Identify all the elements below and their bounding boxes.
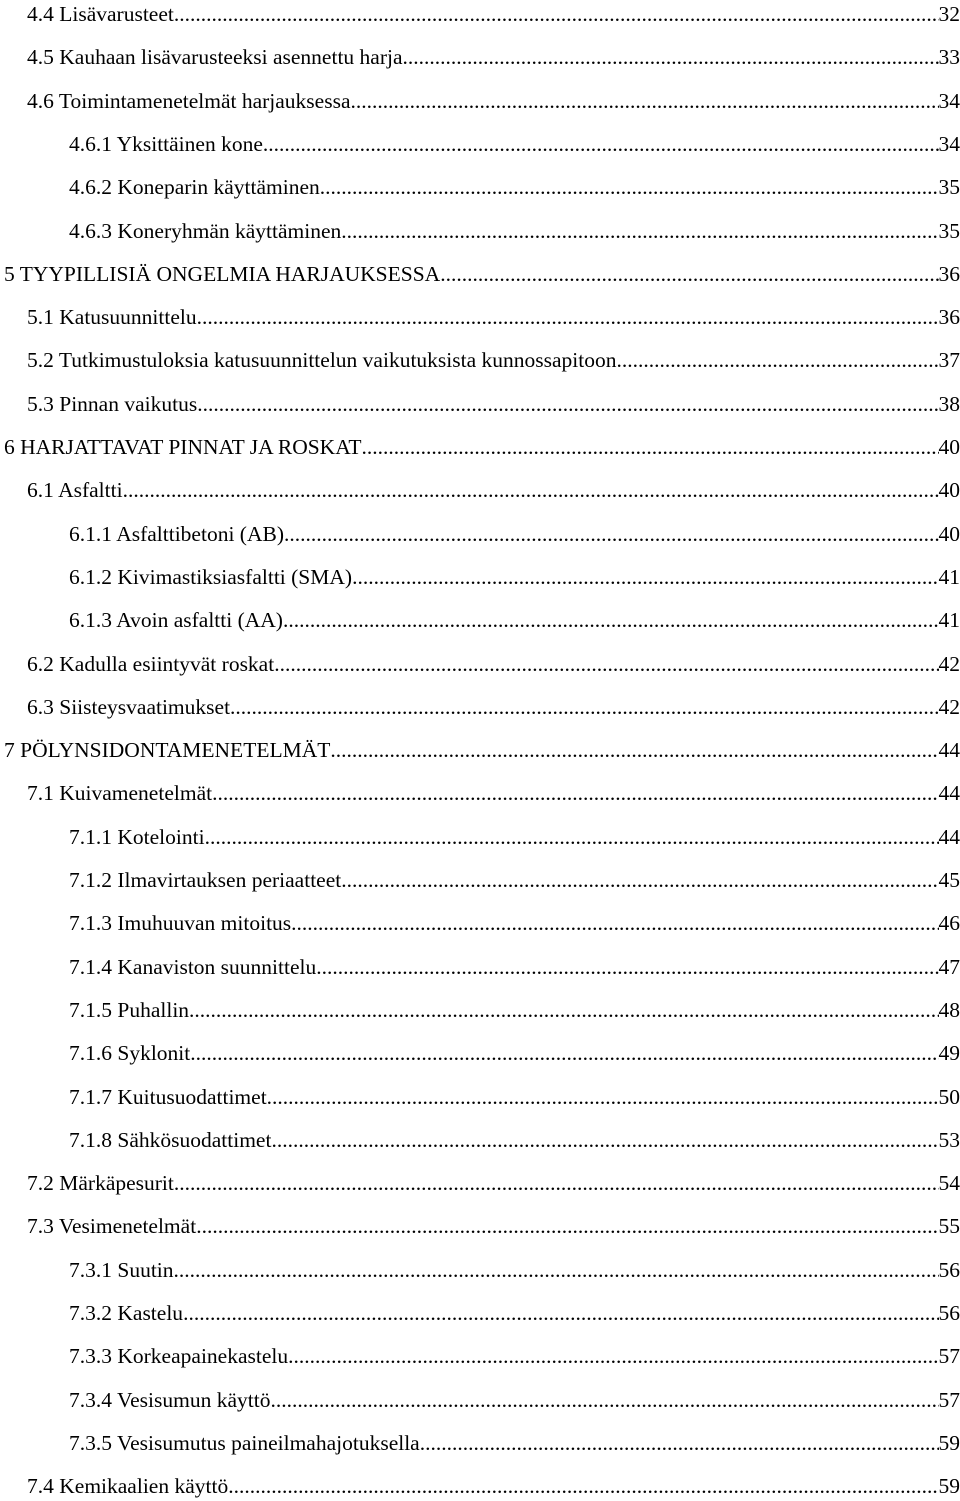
toc-entry[interactable] [0, 302, 960, 332]
toc-entry-title: 7.1.4 Kanaviston suunnittelu [69, 954, 317, 979]
dot-leader [263, 129, 939, 159]
dot-leader [205, 822, 939, 852]
dot-leader [174, 1168, 939, 1198]
toc-entry-page-number: 41 [938, 608, 960, 633]
toc-entry-title: 7.3.1 Suutin [69, 1257, 174, 1282]
dot-leader [351, 86, 939, 116]
toc-entry[interactable] [0, 1038, 960, 1068]
toc-entry[interactable] [0, 42, 960, 72]
toc-entry[interactable] [0, 1211, 960, 1241]
toc-entry-page-number: 40 [938, 435, 960, 459]
toc-entry[interactable] [0, 475, 960, 505]
toc-entry-title: 7.3.3 Korkeapainekastelu [69, 1344, 289, 1369]
dot-leader [230, 692, 938, 722]
toc-entry[interactable] [0, 216, 960, 246]
dot-leader [403, 42, 939, 72]
toc-entry-page-number: 35 [938, 218, 960, 243]
toc-entry[interactable] [0, 562, 960, 592]
toc-entry[interactable] [0, 519, 960, 549]
toc-entry[interactable] [0, 1341, 960, 1371]
toc-entry-page-number: 55 [938, 1214, 960, 1239]
toc-entry-page-number: 42 [938, 651, 960, 676]
toc-entry-page-number: 46 [938, 911, 960, 936]
toc-entry-title: 5.2 Tutkimustuloksia katusuunnittelun vaikutuksista kunnossapitoon [27, 348, 617, 373]
dot-leader [320, 172, 939, 202]
toc-entry-title: 7.1 Kuivamenetelmät [27, 781, 213, 806]
dot-leader [174, 0, 939, 29]
toc-entry-page-number: 47 [938, 954, 960, 979]
toc-entry-title: 7 PÖLYNSIDONTAMENETELMÄT [4, 738, 331, 763]
toc-entry-title: 7.3.4 Vesisumun käyttö [69, 1387, 271, 1412]
toc-entry-page-number: 59 [938, 1474, 960, 1499]
toc-entry[interactable] [0, 735, 960, 765]
toc-entry-title: 4.6.3 Koneryhmän käyttäminen [69, 218, 342, 243]
toc-entry-title: 7.4 Kemikaalien käyttö [27, 1474, 229, 1499]
dot-leader [617, 345, 939, 375]
dot-leader [288, 1341, 938, 1371]
toc-entry-page-number: 34 [938, 131, 960, 156]
toc-entry-title: 4.6.2 Koneparin käyttäminen [69, 175, 320, 200]
toc-entry[interactable] [0, 952, 960, 982]
toc-entry[interactable] [0, 172, 960, 202]
toc-entry[interactable] [0, 0, 960, 29]
toc-entry-title: 7.3 Vesimenetelmät [27, 1214, 197, 1239]
dot-leader [197, 389, 938, 419]
toc-entry-title: 6.1.2 Kivimastiksiasfaltti (SMA) [69, 564, 353, 589]
toc-entry-title: 7.1.1 Kotelointi [69, 824, 205, 849]
toc-entry-page-number: 40 [938, 521, 960, 546]
dot-leader [274, 649, 938, 679]
toc-entry[interactable] [0, 1471, 960, 1501]
toc-entry-page-number: 36 [938, 305, 960, 330]
toc-entry-title: 6.1.1 Asfalttibetoni (AB) [69, 521, 284, 546]
dot-leader [197, 302, 939, 332]
toc-entry-title: 6.2 Kadulla esiintyvät roskat [27, 651, 275, 676]
toc-entry-page-number: 56 [938, 1301, 960, 1325]
toc-entry-page-number: 53 [938, 1127, 960, 1152]
toc-entry-title: 7.2 Märkäpesurit [27, 1171, 174, 1196]
toc-entry-page-number: 48 [938, 997, 960, 1022]
dot-leader [174, 1255, 939, 1285]
toc-entry-title: 4.4 Lisävarusteet [27, 2, 174, 26]
dot-leader [283, 605, 939, 635]
toc-entry-title: 7.1.3 Imuhuuvan mitoitus [69, 911, 292, 936]
dot-leader [316, 952, 938, 982]
toc-entry[interactable] [0, 1082, 960, 1112]
toc-entry-page-number: 33 [938, 45, 960, 70]
toc-entry[interactable] [0, 389, 960, 419]
toc-entry-title: 5 TYYPILLISIÄ ONGELMIA HARJAUKSESSA [4, 261, 441, 286]
dot-leader [352, 562, 938, 592]
dot-leader [270, 1385, 938, 1415]
toc-entry[interactable] [0, 259, 960, 289]
toc-entry-page-number: 32 [938, 2, 960, 26]
toc-entry-title: 7.1.8 Sähkösuodattimet [69, 1127, 272, 1152]
toc-entry-title: 5.3 Pinnan vaikutus [27, 391, 198, 416]
toc-entry[interactable] [0, 778, 960, 808]
dot-leader [271, 1125, 938, 1155]
dot-leader [420, 1428, 939, 1458]
toc-entry-page-number: 54 [938, 1171, 960, 1196]
toc-entry-page-number: 56 [938, 1257, 960, 1282]
toc-entry-page-number: 50 [938, 1084, 960, 1109]
toc-entry-page-number: 57 [938, 1387, 960, 1412]
toc-entry-page-number: 45 [938, 868, 960, 892]
dot-leader [362, 432, 939, 462]
toc-entry-page-number: 35 [938, 175, 960, 200]
toc-entry-title: 7.3.5 Vesisumutus paineilmahajotuksella [69, 1430, 420, 1455]
dot-leader [196, 1211, 938, 1241]
toc-entry[interactable] [0, 865, 960, 895]
toc-entry-page-number: 44 [938, 824, 960, 849]
toc-entry-title: 4.6 Toimintamenetelmät harjauksessa [27, 88, 351, 113]
toc-entry-page-number: 38 [938, 391, 960, 416]
toc-entry-page-number: 59 [938, 1430, 960, 1455]
toc-entry-page-number: 34 [938, 88, 960, 113]
toc-entry[interactable] [0, 1428, 960, 1458]
toc-entry-page-number: 42 [938, 694, 960, 719]
toc-entry-title: 4.6.1 Yksittäinen kone [69, 131, 263, 156]
toc-entry[interactable] [0, 822, 960, 852]
toc-entry[interactable] [0, 1168, 960, 1198]
toc-entry-title: 7.1.5 Puhallin [69, 997, 190, 1022]
dot-leader [267, 1082, 939, 1112]
toc-entry[interactable] [0, 1298, 960, 1328]
toc-entry-title: 7.1.2 Ilmavirtauksen periaatteet [69, 868, 342, 892]
toc-entry-title: 5.1 Katusuunnittelu [27, 305, 197, 330]
toc-entry[interactable] [0, 605, 960, 635]
toc-entry-page-number: 49 [938, 1041, 960, 1066]
toc-entry[interactable] [0, 1255, 960, 1285]
toc-entry-page-number: 44 [938, 781, 960, 806]
toc-entry[interactable] [0, 86, 960, 116]
toc-entry-title: 6.1 Asfaltti [27, 478, 123, 503]
dot-leader [291, 908, 938, 938]
dot-leader [440, 259, 938, 289]
dot-leader [341, 216, 938, 246]
dot-leader [341, 865, 938, 895]
toc-entry[interactable] [0, 995, 960, 1025]
toc-entry[interactable] [0, 649, 960, 679]
toc-entry-page-number: 40 [938, 478, 960, 503]
toc-entry[interactable] [0, 1385, 960, 1415]
toc-entry[interactable] [0, 345, 960, 375]
toc-entry[interactable] [0, 908, 960, 938]
toc-entry-title: 7.1.6 Syklonit [69, 1041, 191, 1066]
toc-entry[interactable] [0, 432, 960, 462]
toc-entry-page-number: 37 [938, 348, 960, 373]
dot-leader [189, 995, 938, 1025]
toc-entry-page-number: 41 [938, 564, 960, 589]
dot-leader [228, 1471, 938, 1501]
toc-entry[interactable] [0, 129, 960, 159]
toc-entry-title: 7.3.2 Kastelu [69, 1301, 184, 1325]
toc-entry-title: 6.3 Siisteysvaatimukset [27, 694, 231, 719]
dot-leader [212, 778, 938, 808]
toc-entry-title: 7.1.7 Kuitusuodattimet [69, 1084, 267, 1109]
toc-entry-title: 6.1.3 Avoin asfaltti (AA) [69, 608, 283, 633]
dot-leader [190, 1038, 938, 1068]
toc-entry-page-number: 57 [938, 1344, 960, 1369]
dot-leader [123, 475, 939, 505]
toc-entry-page-number: 44 [938, 738, 960, 763]
toc-entry-page-number: 36 [938, 261, 960, 286]
dot-leader [284, 519, 939, 549]
dot-leader [183, 1298, 938, 1328]
dot-leader [330, 735, 938, 765]
toc-entry-title: 4.5 Kauhaan lisävarusteeksi asennettu harja [27, 45, 403, 70]
toc-entry[interactable] [0, 692, 960, 722]
toc-entry[interactable] [0, 1125, 960, 1155]
toc-entry-title: 6 HARJATTAVAT PINNAT JA ROSKAT [4, 435, 362, 459]
